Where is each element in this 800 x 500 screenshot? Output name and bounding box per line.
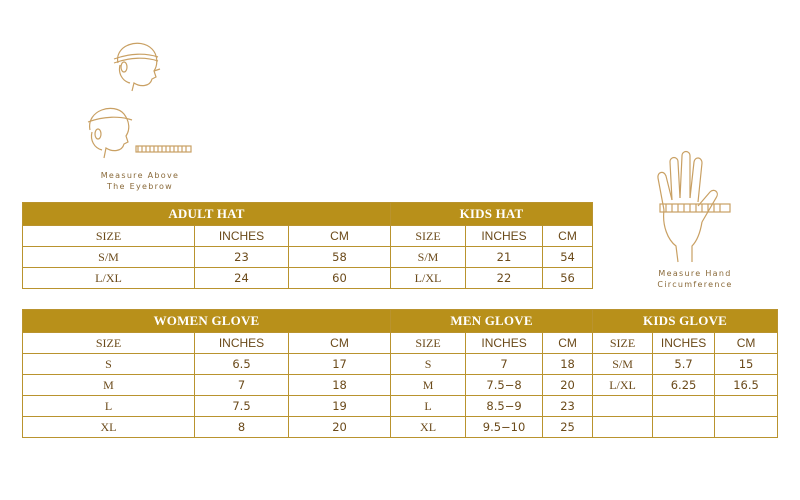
cm-cell	[715, 396, 778, 417]
size-cell: S/M	[391, 247, 466, 268]
table-row	[23, 354, 778, 375]
inches-cell: 7	[195, 375, 289, 396]
column-header: INCHES	[195, 226, 289, 247]
cm-cell: 56	[543, 268, 593, 289]
column-header: CM	[543, 333, 593, 354]
cm-cell: 25	[543, 417, 593, 438]
head-measure-illustration-top	[100, 35, 170, 95]
inches-cell: 6.25	[653, 375, 715, 396]
size-cell: L/XL	[391, 268, 466, 289]
women-glove-title: WOMEN GLOVE	[23, 310, 391, 333]
size-cell: L	[23, 396, 195, 417]
cm-cell: 16.5	[715, 375, 778, 396]
men-glove-title: MEN GLOVE	[391, 310, 593, 333]
hat-measure-caption	[80, 170, 200, 192]
inches-cell: 8	[195, 417, 289, 438]
size-cell: L	[391, 396, 466, 417]
inches-cell: 5.7	[653, 354, 715, 375]
size-cell: M	[23, 375, 195, 396]
inches-cell	[653, 417, 715, 438]
size-cell: XL	[23, 417, 195, 438]
column-header: INCHES	[466, 333, 543, 354]
cm-cell: 20	[543, 375, 593, 396]
inches-cell: 23	[195, 247, 289, 268]
size-cell	[593, 396, 653, 417]
hat-caption-line2: The Eyebrow	[106, 182, 174, 191]
head-measure-illustration-side	[80, 100, 195, 165]
inches-cell	[653, 396, 715, 417]
inches-cell: 6.5	[195, 354, 289, 375]
column-header: SIZE	[391, 333, 466, 354]
size-cell: S	[23, 354, 195, 375]
size-cell: S	[391, 354, 466, 375]
column-header: SIZE	[391, 226, 466, 247]
table-row	[23, 417, 778, 438]
column-header: INCHES	[653, 333, 715, 354]
column-header: CM	[289, 226, 391, 247]
column-header: SIZE	[593, 333, 653, 354]
inches-cell: 24	[195, 268, 289, 289]
inches-cell: 22	[466, 268, 543, 289]
cm-cell: 23	[543, 396, 593, 417]
column-header: SIZE	[23, 333, 195, 354]
size-cell: L/XL	[593, 375, 653, 396]
size-cell	[593, 417, 653, 438]
kids-hat-title: KIDS HAT	[391, 203, 593, 226]
hat-table-header-row	[23, 203, 593, 226]
size-cell: M	[391, 375, 466, 396]
column-header: CM	[543, 226, 593, 247]
column-header: INCHES	[195, 333, 289, 354]
table-row	[23, 268, 593, 289]
cm-cell: 20	[289, 417, 391, 438]
inches-cell: 8.5−9	[466, 396, 543, 417]
column-header: CM	[715, 333, 778, 354]
cm-cell: 18	[289, 375, 391, 396]
inches-cell: 9.5−10	[466, 417, 543, 438]
column-header: INCHES	[466, 226, 543, 247]
glove-table-column-row	[23, 333, 778, 354]
column-header: SIZE	[23, 226, 195, 247]
cm-cell: 17	[289, 354, 391, 375]
cm-cell: 15	[715, 354, 778, 375]
cm-cell: 18	[543, 354, 593, 375]
hat-size-table	[22, 202, 593, 289]
adult-hat-title: ADULT HAT	[23, 203, 391, 226]
kids-glove-title: KIDS GLOVE	[593, 310, 778, 333]
hat-table-column-row	[23, 226, 593, 247]
hand-caption-line2: Circumference	[657, 280, 733, 289]
table-row	[23, 396, 778, 417]
hand-caption-line1: Measure Hand	[658, 269, 732, 278]
glove-table-header-row	[23, 310, 778, 333]
inches-cell: 7.5	[195, 396, 289, 417]
cm-cell	[715, 417, 778, 438]
table-row	[23, 247, 593, 268]
cm-cell: 19	[289, 396, 391, 417]
hand-measure-illustration	[650, 150, 750, 265]
inches-cell: 21	[466, 247, 543, 268]
cm-cell: 54	[543, 247, 593, 268]
size-cell: XL	[391, 417, 466, 438]
inches-cell: 7	[466, 354, 543, 375]
inches-cell: 7.5−8	[466, 375, 543, 396]
size-cell: L/XL	[23, 268, 195, 289]
size-cell: S/M	[23, 247, 195, 268]
hand-measure-caption	[630, 268, 760, 290]
column-header: CM	[289, 333, 391, 354]
cm-cell: 58	[289, 247, 391, 268]
hat-caption-line1: Measure Above	[100, 171, 180, 180]
size-cell: S/M	[593, 354, 653, 375]
cm-cell: 60	[289, 268, 391, 289]
glove-size-table	[22, 309, 778, 438]
table-row	[23, 375, 778, 396]
